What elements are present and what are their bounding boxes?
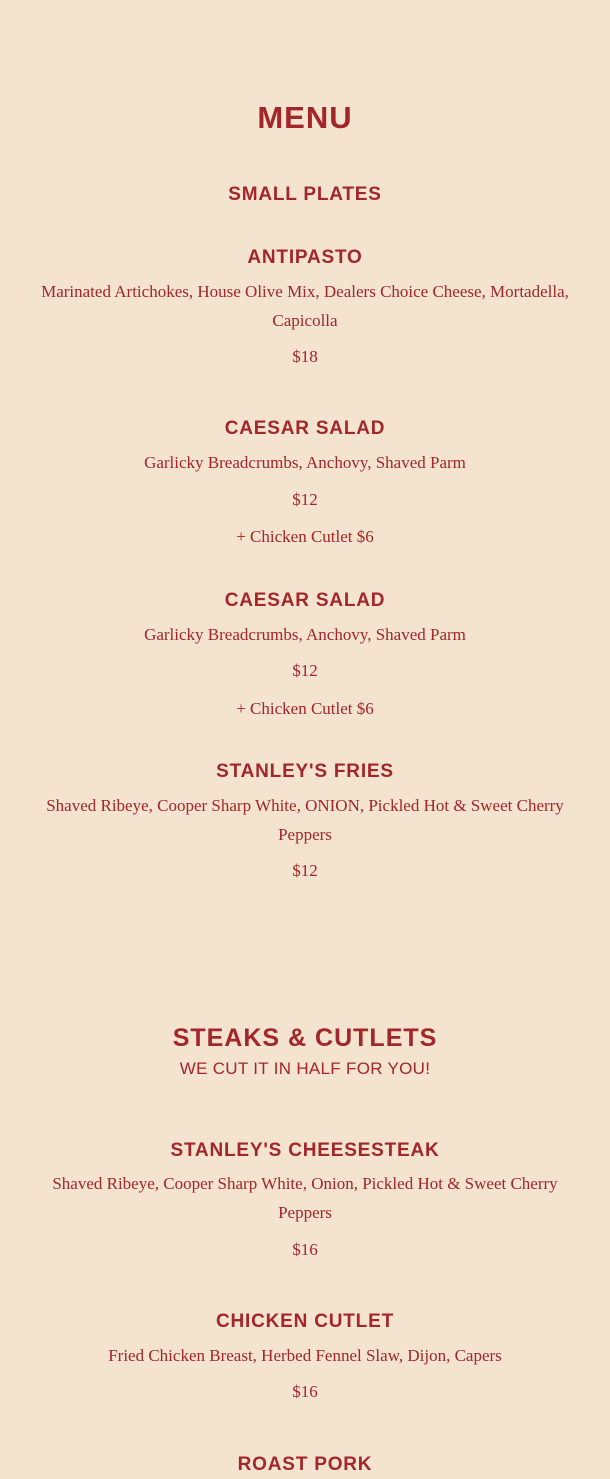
section-subtitle: WE CUT IT IN HALF FOR YOU!	[179, 1059, 431, 1078]
section-title: SMALL PLATES	[228, 184, 382, 205]
item-name: STANLEY'S FRIES	[216, 761, 394, 782]
item-name: CHICKEN CUTLET	[216, 1311, 394, 1332]
item-price: $12	[292, 490, 318, 509]
item-name: CAESAR SALAD	[224, 418, 386, 439]
item-description: Shaved Ribeye, Cooper Sharp White, Onion, Pickled Hot & Sweet Cherry Peppers	[52, 1174, 558, 1222]
item-description: Garlicky Breadcrumbs, Anchovy, Shaved Parm	[144, 625, 466, 644]
item-name: CAESAR SALAD	[224, 590, 386, 611]
item-price: $16	[292, 1382, 318, 1401]
item-name: STANLEY'S CHEESESTEAK	[170, 1140, 440, 1161]
item-name: ANTIPASTO	[247, 247, 363, 268]
item-name: ROAST PORK	[237, 1454, 373, 1475]
item-description: Garlicky Breadcrumbs, Anchovy, Shaved Parm	[144, 453, 466, 472]
item-description: Fried Chicken Breast, Herbed Fennel Slaw, Dijon, Capers	[108, 1346, 502, 1365]
item-description: Shaved Ribeye, Cooper Sharp White, ONION, Pickled Hot & Sweet Cherry Peppers	[46, 796, 564, 844]
item-price: $18	[292, 347, 318, 366]
item-description: Marinated Artichokes, House Olive Mix, Dealers Choice Cheese, Mortadella, Capicolla	[41, 282, 569, 330]
menu-title: MENU	[257, 100, 353, 135]
item-addon: + Chicken Cutlet $6	[236, 699, 374, 718]
section-title: STEAKS & CUTLETS	[172, 1024, 438, 1052]
item-addon: + Chicken Cutlet $6	[236, 527, 374, 546]
item-price: $16	[292, 1240, 318, 1259]
item-price: $12	[292, 661, 318, 680]
item-price: $12	[292, 861, 318, 880]
